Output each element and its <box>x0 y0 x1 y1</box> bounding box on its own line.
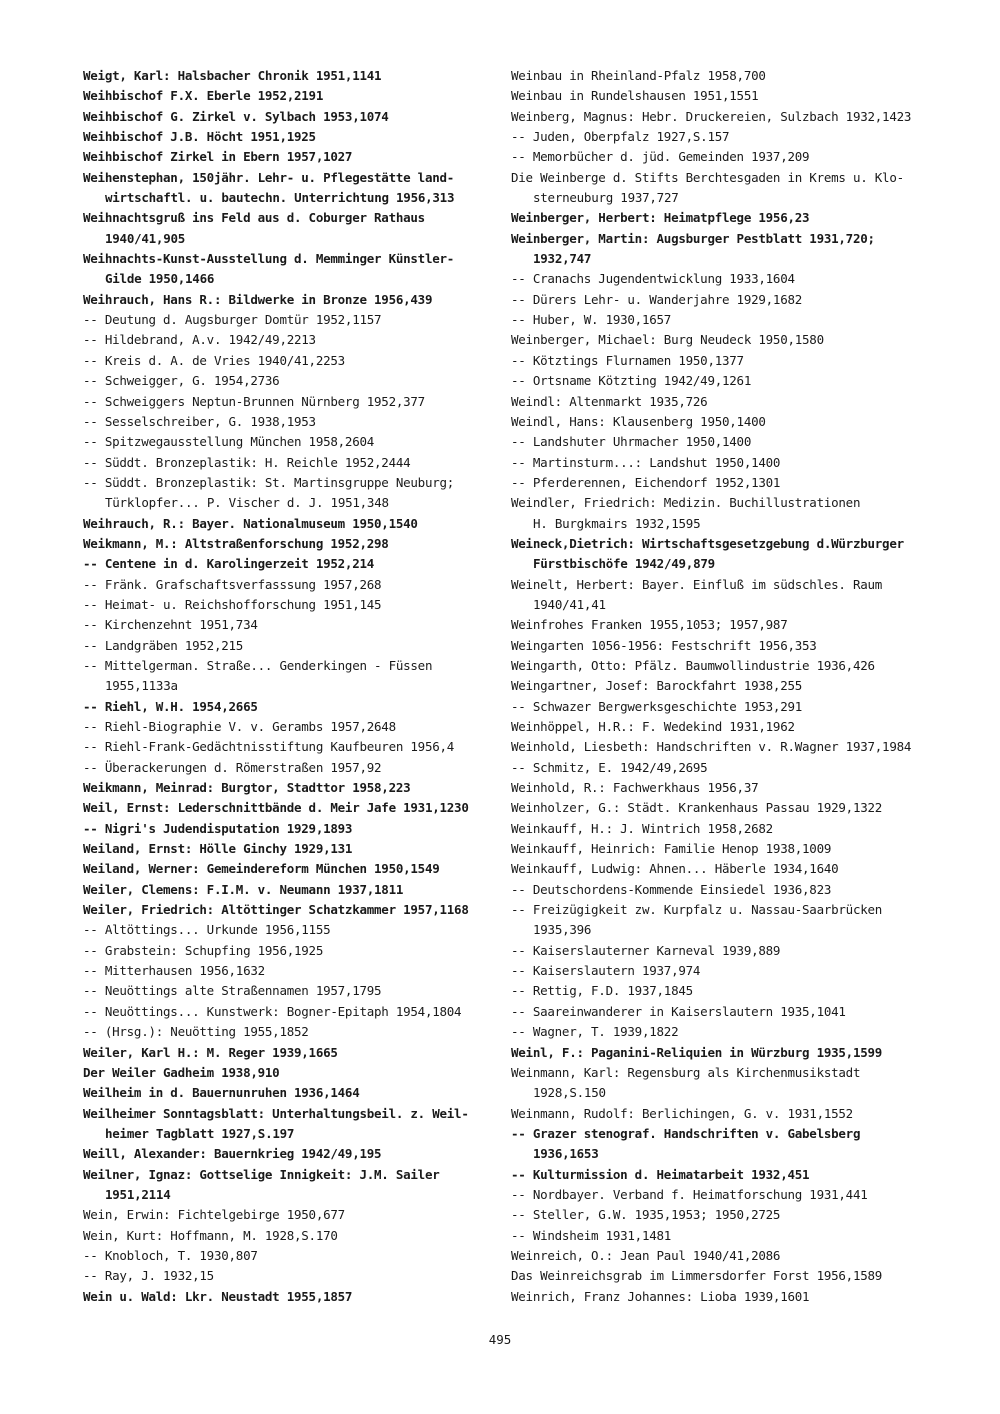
index-entry-text: Weingartner, Josef: Barockfahrt 1938,255 <box>511 678 803 694</box>
page-number: 495 <box>488 1332 512 1347</box>
index-entry <box>511 229 921 270</box>
index-entry-text: Weinmann, Karl: Regensburg als Kirchenmusikstadt <box>511 1064 861 1080</box>
index-entry <box>83 615 483 635</box>
index-entry-continuation: 1951,2114 <box>105 1186 171 1202</box>
index-entry <box>83 1063 483 1083</box>
index-entry-text: -- Altöttings... Urkunde 1956,1155 <box>83 922 331 938</box>
index-entry <box>511 1165 921 1185</box>
index-entry <box>83 697 483 717</box>
index-entry-text: -- Cranachs Jugendentwicklung 1933,1604 <box>511 271 795 287</box>
index-entry <box>511 1226 921 1246</box>
index-entry-text: -- Neuöttings alte Straßennamen 1957,1795 <box>83 983 382 999</box>
index-entry-text: Weihbischof J.B. Höcht 1951,1925 <box>83 129 316 145</box>
index-entry <box>83 107 483 127</box>
index-entry-text: -- Pferderennen, Eichendorf 1952,1301 <box>511 474 781 490</box>
index-entry-text: -- Kaiserslauterner Karneval 1939,889 <box>511 942 781 958</box>
index-entry <box>83 941 483 961</box>
index-entry <box>83 1104 483 1145</box>
index-entry-text: Weikmann, Meinrad: Burgtor, Stadttor 1958,223 <box>83 780 411 796</box>
index-entry <box>511 107 921 127</box>
index-entry-text: Weihbischof F.X. Eberle 1952,2191 <box>83 88 324 104</box>
index-entry <box>83 371 483 391</box>
index-entry <box>83 1083 483 1103</box>
index-entry-text: -- Memorbücher d. jüd. Gemeinden 1937,209 <box>511 149 810 165</box>
index-entry-text: -- Süddt. Bronzeplastik: H. Reichle 1952,2444 <box>83 454 411 470</box>
index-entry-text: Weigt, Karl: Halsbacher Chronik 1951,1141 <box>83 68 382 83</box>
index-entry <box>511 432 921 452</box>
index-entry <box>511 1104 921 1124</box>
index-entry-text: Weihnachtsgruß ins Feld aus d. Coburger Rathaus <box>83 210 425 226</box>
index-entry-text: -- Mittelgerman. Straße... Genderkingen - Füssen <box>83 657 433 673</box>
index-entry <box>83 392 483 412</box>
index-entry <box>511 147 921 167</box>
index-entry-continuation: Fürstbischöfe 1942/49,879 <box>533 556 715 572</box>
index-entry <box>83 1226 483 1246</box>
index-entry <box>511 290 921 310</box>
index-entry <box>83 514 483 534</box>
index-entry <box>83 554 483 574</box>
index-entry <box>83 1002 483 1022</box>
index-entry <box>83 1165 483 1206</box>
index-entry-text: Weinberger, Michael: Burg Neudeck 1950,1580 <box>511 332 824 348</box>
index-entry-text: Weineck,Dietrich: Wirtschaftsgesetzgebung d.Würzburger <box>511 535 904 551</box>
index-entry <box>511 941 921 961</box>
index-entry <box>511 1002 921 1022</box>
index-entry-text: Wein u. Wald: Lkr. Neustadt 1955,1857 <box>83 1288 353 1304</box>
index-entry <box>511 1043 921 1063</box>
index-entry <box>511 656 921 676</box>
index-entry <box>83 147 483 167</box>
index-entry-text: Weinelt, Herbert: Bayer. Einfluß im südschles. Raum <box>511 576 883 592</box>
index-entry <box>511 330 921 350</box>
index-entry-text: -- Riehl-Biographie V. v. Gerambs 1957,2648 <box>83 719 396 734</box>
index-entry-text: -- Mitterhausen 1956,1632 <box>83 963 265 979</box>
index-entry-text: Weilheim in d. Bauernunruhen 1936,1464 <box>83 1085 360 1101</box>
index-entry <box>511 819 921 839</box>
index-entry <box>511 534 921 575</box>
index-entry <box>511 473 921 493</box>
index-entry-text: Weihbischof G. Zirkel v. Sylbach 1953,1074 <box>83 108 389 124</box>
index-entry-text: Weinholzer, G.: Städt. Krankenhaus Passau 1929,1322 <box>511 800 883 816</box>
index-entry-text: Weinhöppel, H.R.: F. Wedekind 1931,1962 <box>511 719 795 734</box>
index-entry-text: Weihenstephan, 150jähr. Lehr- u. Pflegestätte land- <box>83 169 455 185</box>
index-entry-text: Weihnachts-Kunst-Ausstellung d. Memminger Künstler- <box>83 251 455 267</box>
index-entry <box>511 859 921 879</box>
index-entry-text: Weinrich, Franz Johannes: Lioba 1939,1601 <box>511 1288 810 1304</box>
index-entry-text: Weikmann, M.: Altstraßenforschung 1952,298 <box>83 535 389 551</box>
index-entry-text: -- Martinsturm...: Landshut 1950,1400 <box>511 454 781 470</box>
index-entry-text: -- Hildebrand, A.v. 1942/49,2213 <box>83 332 316 348</box>
index-entry <box>511 778 921 798</box>
index-entry-text: Weindl: Altenmarkt 1935,726 <box>511 393 708 409</box>
index-entry-text: -- Schweigger, G. 1954,2736 <box>83 373 280 389</box>
index-entry-continuation: 1940/41,905 <box>105 230 186 246</box>
index-entry <box>83 1287 483 1307</box>
index-entry <box>511 1185 921 1205</box>
index-entry-continuation: 1940/41,41 <box>533 596 606 612</box>
index-entry <box>511 127 921 147</box>
index-entry-text: Weiland, Ernst: Hölle Ginchy 1929,131 <box>83 841 353 857</box>
index-entry <box>83 351 483 371</box>
index-entry-text: Weinreich, O.: Jean Paul 1940/41,2086 <box>511 1247 781 1263</box>
index-entry-text: Weiler, Karl H.: M. Reger 1939,1665 <box>83 1044 338 1060</box>
index-entry-text: -- Schweiggers Neptun-Brunnen Nürnberg 1952,377 <box>83 393 425 409</box>
index-entry-text: Weinberg, Magnus: Hebr. Druckereien, Sulzbach 1932,1423 <box>511 108 912 124</box>
index-entry <box>511 371 921 391</box>
index-entry-text: -- Windsheim 1931,1481 <box>511 1227 672 1243</box>
index-entry-text: -- Juden, Oberpfalz 1927,S.157 <box>511 129 730 145</box>
index-entry <box>83 1266 483 1286</box>
index-entry-text: -- Rettig, F.D. 1937,1845 <box>511 983 693 999</box>
index-entry <box>511 880 921 900</box>
index-entry <box>83 1043 483 1063</box>
index-entry <box>511 493 921 534</box>
index-entry <box>511 392 921 412</box>
index-entry <box>83 310 483 330</box>
index-entry-text: Weinbau in Rundelshausen 1951,1551 <box>511 88 759 104</box>
index-entry-text: Weinkauff, Ludwig: Ahnen... Häberle 1934,1640 <box>511 861 839 877</box>
index-entry <box>83 575 483 595</box>
index-entry-text: Weiler, Clemens: F.I.M. v. Neumann 1937,1811 <box>83 881 404 897</box>
index-entry-text: Weingarth, Otto: Pfälz. Baumwollindustrie 1936,426 <box>511 657 875 673</box>
index-entry-continuation: Gilde 1950,1466 <box>105 271 215 287</box>
index-entry-continuation: 1935,396 <box>533 922 592 938</box>
index-entry-text: -- Ray, J. 1932,15 <box>83 1268 214 1284</box>
index-entry-text: Weil, Ernst: Lederschnittbände d. Meir Jafe 1931,1230 <box>83 800 469 816</box>
index-entry <box>511 310 921 330</box>
index-entry-text: -- Kulturmission d. Heimatarbeit 1932,451 <box>511 1166 810 1182</box>
index-entry-text: -- Nigri's Judendisputation 1929,1893 <box>83 820 353 836</box>
index-entry <box>83 656 483 697</box>
index-entry-continuation: Türklopfer... P. Vischer d. J. 1951,348 <box>105 495 389 511</box>
index-entry-text: Weinhold, R.: Fachwerkhaus 1956,37 <box>511 780 759 796</box>
index-entry <box>83 86 483 106</box>
index-entry <box>83 859 483 879</box>
index-entry-continuation: wirtschaftl. u. bautechn. Unterrichtung 1956,313 <box>105 190 455 206</box>
index-entry <box>83 330 483 350</box>
index-entry <box>83 920 483 940</box>
index-entry-text: Weinfrohes Franken 1955,1053; 1957,987 <box>511 617 788 633</box>
index-entry-text: -- Nordbayer. Verband f. Heimatforschung 1931,441 <box>511 1186 868 1202</box>
index-entry <box>83 839 483 859</box>
index-entry-text: Weinbau in Rheinland-Pfalz 1958,700 <box>511 68 766 83</box>
index-entry <box>83 473 483 514</box>
index-entry-text: Weilner, Ignaz: Gottselige Innigkeit: J.M. Sailer <box>83 1166 440 1182</box>
index-entry <box>511 717 921 737</box>
index-entry-text: -- Knobloch, T. 1930,807 <box>83 1247 258 1263</box>
index-entry <box>511 839 921 859</box>
index-entry-text: Weindl, Hans: Klausenberg 1950,1400 <box>511 413 766 429</box>
index-entry <box>83 1246 483 1266</box>
index-entry <box>511 86 921 106</box>
index-entry-text: Weihbischof Zirkel in Ebern 1957,1027 <box>83 149 353 165</box>
index-entry <box>511 1063 921 1104</box>
index-entry-text: Weihrauch, R.: Bayer. Nationalmuseum 1950,1540 <box>83 515 418 531</box>
index-entry-text: -- Dürers Lehr- u. Wanderjahre 1929,1682 <box>511 291 803 307</box>
index-entry-text: -- Wagner, T. 1939,1822 <box>511 1024 679 1040</box>
index-entry <box>511 208 921 228</box>
index-entry <box>511 900 921 941</box>
index-entry <box>83 432 483 452</box>
index-entry-text: -- Freizügigkeit zw. Kurpfalz u. Nassau-Saarbrücken <box>511 902 883 918</box>
index-entry-text: -- Fränk. Grafschaftsverfasssung 1957,268 <box>83 576 382 592</box>
index-entry-text: Weilheimer Sonntagsblatt: Unterhaltungsbeil. z. Weil- <box>83 1105 469 1121</box>
index-entry <box>83 290 483 310</box>
index-entry <box>83 127 483 147</box>
index-entry-continuation: H. Burgkmairs 1932,1595 <box>533 515 701 531</box>
index-entry <box>83 819 483 839</box>
index-entry <box>511 697 921 717</box>
index-entry-text: -- Kirchenzehnt 1951,734 <box>83 617 258 633</box>
index-entry-text: Weill, Alexander: Bauernkrieg 1942/49,195 <box>83 1146 382 1162</box>
index-entry <box>511 575 921 616</box>
index-entry <box>511 615 921 635</box>
index-entry-text: -- Schwazer Bergwerksgeschichte 1953,291 <box>511 698 803 714</box>
index-entry <box>83 778 483 798</box>
index-entry <box>511 269 921 289</box>
index-entry-text: -- Überackerungen d. Römerstraßen 1957,92 <box>83 759 382 775</box>
index-entry-text: -- Riehl-Frank-Gedächtnisstiftung Kaufbeuren 1956,4 <box>83 739 455 755</box>
index-entry <box>83 900 483 920</box>
index-entry-text: Der Weiler Gadheim 1938,910 <box>83 1064 280 1080</box>
index-entry <box>83 880 483 900</box>
index-entry-text: -- Schmitz, E. 1942/49,2695 <box>511 759 708 775</box>
index-entry <box>511 981 921 1001</box>
index-entry <box>83 758 483 778</box>
index-entry <box>83 798 483 818</box>
index-entry <box>511 1205 921 1225</box>
index-entry <box>511 961 921 981</box>
index-entry-text: -- Süddt. Bronzeplastik: St. Martinsgruppe Neuburg; <box>83 474 455 490</box>
index-entry <box>511 798 921 818</box>
index-entry <box>83 981 483 1001</box>
index-entry-text: Weinberger, Martin: Augsburger Pestblatt 1931,720; <box>511 230 875 246</box>
index-entry-text: -- Grabstein: Schupfing 1956,1925 <box>83 942 324 958</box>
index-entry <box>511 412 921 432</box>
index-entry-text: -- Kötztings Flurnamen 1950,1377 <box>511 352 744 368</box>
index-column-left <box>83 66 483 1307</box>
index-entry-text: -- Riehl, W.H. 1954,2665 <box>83 698 258 714</box>
index-entry <box>83 717 483 737</box>
index-entry <box>83 1205 483 1225</box>
index-entry-text: -- Kreis d. A. de Vries 1940/41,2253 <box>83 352 345 368</box>
index-entry <box>511 758 921 778</box>
index-entry <box>83 168 483 209</box>
index-entry-text: -- Deutschordens-Kommende Einsiedel 1936,823 <box>511 881 832 897</box>
index-entry-text: Weihrauch, Hans R.: Bildwerke in Bronze 1956,439 <box>83 291 433 307</box>
index-entry-text: Weinhold, Liesbeth: Handschriften v. R.Wagner 1937,1984 <box>511 739 912 755</box>
index-entry-continuation: heimer Tagblatt 1927,S.197 <box>105 1125 295 1141</box>
index-entry-text: Weinmann, Rudolf: Berlichingen, G. v. 1931,1552 <box>511 1105 853 1121</box>
index-entry-text: Die Weinberge d. Stifts Berchtesgaden in Krems u. Klo- <box>511 169 904 185</box>
index-entry <box>511 453 921 473</box>
index-entry-text: Weinberger, Herbert: Heimatpflege 1956,23 <box>511 210 810 226</box>
index-entry <box>83 961 483 981</box>
index-entry <box>511 1022 921 1042</box>
index-entry <box>511 168 921 209</box>
index-entry <box>83 1144 483 1164</box>
index-entry-continuation: 1955,1133a <box>105 678 178 694</box>
index-entry-text: -- Centene in d. Karolingerzeit 1952,214 <box>83 556 375 572</box>
index-entry <box>511 1266 921 1286</box>
index-entry-text: Weinkauff, Heinrich: Familie Henop 1938,1009 <box>511 841 832 857</box>
index-entry-text: Weingarten 1056-1956: Festschrift 1956,353 <box>511 637 817 653</box>
index-entry-text: -- Landshuter Uhrmacher 1950,1400 <box>511 434 752 450</box>
index-entry-text: Wein, Erwin: Fichtelgebirge 1950,677 <box>83 1207 345 1223</box>
index-entry-continuation: 1932,747 <box>533 251 592 267</box>
index-entry <box>83 453 483 473</box>
index-entry-text: -- Steller, G.W. 1935,1953; 1950,2725 <box>511 1207 781 1223</box>
index-entry-text: Weindler, Friedrich: Medizin. Buchillustrationen <box>511 495 861 511</box>
index-entry-continuation: sterneuburg 1937,727 <box>533 190 679 206</box>
index-entry-text: -- Spitzwegausstellung München 1958,2604 <box>83 434 375 450</box>
index-entry <box>83 534 483 554</box>
index-entry-continuation: 1936,1653 <box>533 1146 599 1162</box>
index-entry <box>511 636 921 656</box>
index-entry <box>83 595 483 615</box>
index-entry <box>511 676 921 696</box>
index-entry-text: Weinkauff, H.: J. Wintrich 1958,2682 <box>511 820 773 836</box>
index-entry-text: -- Kaiserslautern 1937,974 <box>511 963 701 979</box>
index-entry <box>83 636 483 656</box>
index-entry <box>83 208 483 249</box>
index-entry-text: -- Heimat- u. Reichshofforschung 1951,145 <box>83 596 382 612</box>
index-entry <box>83 249 483 290</box>
index-entry-text: -- Sesselschreiber, G. 1938,1953 <box>83 413 316 429</box>
index-entry-text: Weiland, Werner: Gemeindereform München 1950,1549 <box>83 861 440 877</box>
index-entry-text: -- Ortsname Kötzting 1942/49,1261 <box>511 373 752 389</box>
index-entry-text: Wein, Kurt: Hoffmann, M. 1928,S.170 <box>83 1227 338 1243</box>
index-entry <box>83 412 483 432</box>
index-entry-text: -- (Hrsg.): Neuötting 1955,1852 <box>83 1024 309 1040</box>
index-entry-text: -- Saareinwanderer in Kaiserslautern 1935,1041 <box>511 1003 846 1019</box>
index-entry <box>83 1022 483 1042</box>
index-entry-text: Das Weinreichsgrab im Limmersdorfer Forst 1956,1589 <box>511 1268 883 1284</box>
index-entry <box>511 66 921 86</box>
index-entry <box>83 66 483 86</box>
index-entry-text: -- Landgräben 1952,215 <box>83 637 244 653</box>
index-entry <box>511 351 921 371</box>
index-entry <box>511 1124 921 1165</box>
index-entry-text: Weiler, Friedrich: Altöttinger Schatzkammer 1957,1168 <box>83 902 469 918</box>
index-entry-text: -- Huber, W. 1930,1657 <box>511 312 672 328</box>
index-column-right <box>511 66 921 1307</box>
index-entry-text: -- Neuöttings... Kunstwerk: Bogner-Epitaph 1954,1804 <box>83 1003 462 1019</box>
index-entry <box>83 737 483 757</box>
index-entry-text: -- Deutung d. Augsburger Domtür 1952,1157 <box>83 312 382 328</box>
index-entry <box>511 737 921 757</box>
index-entry-text: -- Grazer stenograf. Handschriften v. Gabelsberg <box>511 1125 861 1141</box>
index-entry-continuation: 1928,S.150 <box>533 1085 606 1101</box>
index-entry <box>511 1246 921 1266</box>
index-entry <box>511 1287 921 1307</box>
index-entry-text: Weinl, F.: Paganini-Reliquien in Würzburg 1935,1599 <box>511 1044 883 1060</box>
